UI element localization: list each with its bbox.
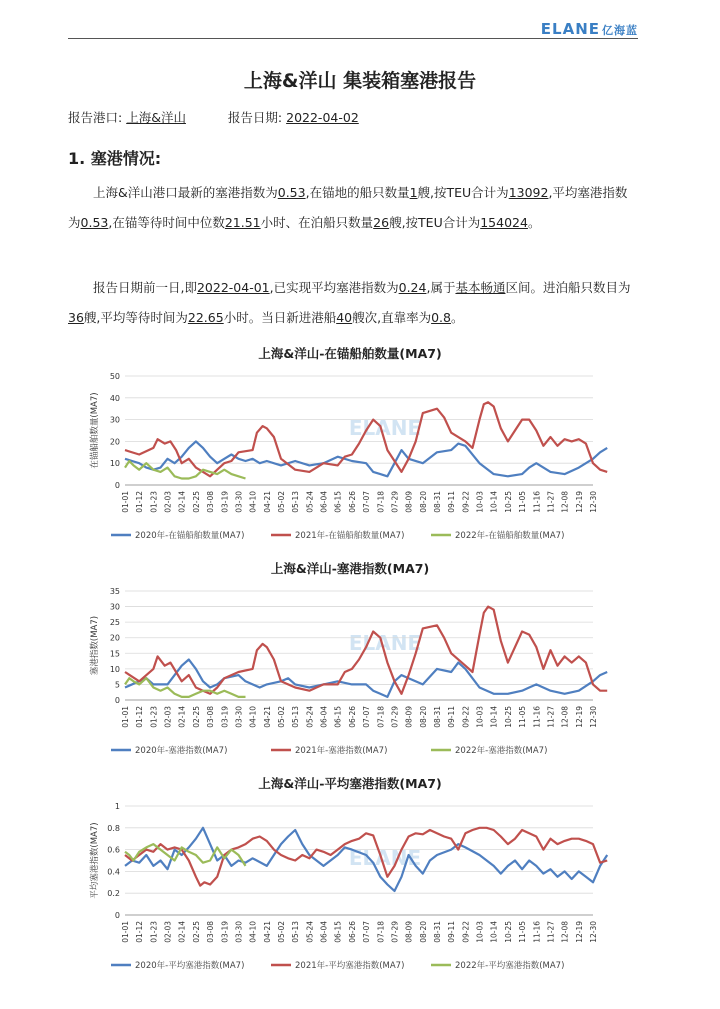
x-tick-label: 08-31 bbox=[433, 921, 442, 943]
x-tick-label: 09-11 bbox=[447, 706, 457, 728]
x-tick-label: 05-13 bbox=[291, 491, 301, 513]
x-tick-label: 11-27 bbox=[546, 921, 556, 943]
x-tick-label: 03-30 bbox=[234, 706, 244, 728]
x-tick-label: 11-27 bbox=[546, 706, 556, 728]
x-tick-label: 06-04 bbox=[319, 706, 329, 728]
x-tick-label: 07-29 bbox=[390, 706, 400, 728]
x-tick-label: 05-02 bbox=[277, 706, 286, 728]
chart-watermark: ELANE bbox=[348, 416, 422, 440]
x-tick-label: 03-30 bbox=[234, 921, 244, 943]
x-tick-label: 08-20 bbox=[418, 921, 428, 943]
y-tick-label: 25 bbox=[109, 618, 120, 628]
x-tick-label: 10-14 bbox=[489, 706, 499, 728]
x-tick-label: 06-26 bbox=[347, 706, 357, 728]
x-tick-label: 01-12 bbox=[135, 491, 145, 513]
x-tick-label: 01-23 bbox=[149, 921, 159, 943]
x-tick-label: 06-26 bbox=[347, 921, 357, 943]
x-tick-label: 09-11 bbox=[447, 491, 457, 513]
series-line bbox=[125, 678, 246, 697]
x-tick-label: 12-30 bbox=[589, 491, 598, 513]
x-tick-label: 02-25 bbox=[191, 491, 201, 513]
chart-title: 上海&洋山-平均塞港指数(MA7) bbox=[258, 776, 442, 791]
x-tick-label: 02-03 bbox=[163, 921, 173, 943]
x-tick-label: 02-14 bbox=[177, 491, 187, 513]
x-tick-label: 01-01 bbox=[121, 491, 130, 513]
x-tick-label: 05-13 bbox=[291, 706, 301, 728]
x-tick-label: 04-10 bbox=[248, 921, 258, 943]
x-tick-label: 10-03 bbox=[475, 706, 485, 728]
paragraph-latest: 上海&洋山港口最新的塞港指数为0.53,在锚地的船只数量1艘,按TEU合计为13092,平均塞港指数为0.53,在锚等待时间中位数21.51小时、在泊船只数量26艘,按TEU合计为154024。 bbox=[68, 185, 628, 230]
x-tick-label: 11-05 bbox=[518, 706, 528, 728]
elane-logo: ELANE 亿海蓝 bbox=[540, 20, 638, 38]
x-tick-label: 07-07 bbox=[362, 921, 372, 943]
legend-label: 2022年-塞港指数(MA7) bbox=[455, 746, 548, 756]
x-tick-label: 07-18 bbox=[376, 921, 386, 943]
y-tick-label: 10 bbox=[109, 459, 120, 469]
chart-anchored-ships bbox=[85, 340, 615, 545]
port-label: 报告港口: bbox=[68, 110, 123, 125]
x-tick-label: 11-27 bbox=[546, 491, 556, 513]
paragraph-previous-day: 报告日期前一日,即2022-04-01,已实现平均塞港指数为0.24,属于基本畅通区间。进泊船只数目为36艘,平均等待时间为22.65小时。当日新进港船40艘次,直靠率为0.8。 bbox=[68, 280, 631, 325]
x-tick-label: 12-30 bbox=[589, 921, 598, 943]
series-line bbox=[125, 441, 607, 476]
series-line bbox=[125, 660, 607, 697]
x-tick-label: 11-16 bbox=[532, 706, 542, 728]
x-tick-label: 08-20 bbox=[418, 706, 428, 728]
x-tick-label: 10-25 bbox=[503, 706, 513, 728]
x-tick-label: 02-25 bbox=[191, 921, 201, 943]
y-tick-label: 1 bbox=[114, 802, 120, 811]
y-tick-label: 0 bbox=[114, 911, 120, 920]
x-tick-label: 01-23 bbox=[149, 491, 159, 513]
header-rule bbox=[68, 38, 638, 39]
x-tick-label: 08-09 bbox=[404, 491, 414, 513]
y-axis-label: 平均塞港指数(MA7) bbox=[90, 822, 100, 899]
x-tick-label: 04-10 bbox=[248, 491, 258, 513]
report-title: 上海&洋山 集装箱塞港报告 bbox=[243, 70, 477, 92]
x-tick-label: 01-12 bbox=[135, 706, 145, 728]
x-tick-label: 12-08 bbox=[560, 921, 570, 943]
chart-title: 上海&洋山-塞港指数(MA7) bbox=[270, 561, 430, 576]
x-tick-label: 07-29 bbox=[390, 491, 400, 513]
y-tick-label: 30 bbox=[109, 415, 120, 425]
x-tick-label: 10-25 bbox=[503, 921, 513, 943]
x-tick-label: 04-10 bbox=[248, 706, 258, 728]
x-tick-label: 05-24 bbox=[305, 706, 315, 728]
x-tick-label: 04-21 bbox=[262, 706, 272, 728]
x-tick-label: 08-31 bbox=[433, 491, 442, 513]
y-tick-label: 0.4 bbox=[107, 867, 120, 877]
x-tick-label: 03-19 bbox=[220, 921, 230, 943]
x-tick-label: 07-07 bbox=[362, 706, 372, 728]
x-tick-label: 06-04 bbox=[319, 921, 329, 943]
section-heading: 1. 塞港情况: bbox=[68, 149, 162, 168]
date-value: 2022-04-02 bbox=[286, 110, 359, 125]
chart-title: 上海&洋山-在锚船舶数量(MA7) bbox=[258, 346, 442, 361]
y-tick-label: 35 bbox=[109, 587, 120, 596]
chart-avg-congestion-index bbox=[85, 770, 615, 975]
x-tick-label: 10-25 bbox=[503, 491, 513, 513]
x-tick-label: 12-19 bbox=[574, 491, 584, 513]
x-tick-label: 12-19 bbox=[574, 706, 584, 728]
x-tick-label: 04-21 bbox=[262, 921, 272, 943]
x-tick-label: 12-08 bbox=[560, 706, 570, 728]
x-tick-label: 12-30 bbox=[589, 706, 598, 728]
legend-label: 2021年-塞港指数(MA7) bbox=[295, 746, 388, 756]
y-axis-label: 塞港指数(MA7) bbox=[90, 615, 100, 676]
x-tick-label: 07-07 bbox=[362, 491, 372, 513]
x-tick-label: 11-05 bbox=[518, 921, 528, 943]
x-tick-label: 05-24 bbox=[305, 491, 315, 513]
x-tick-label: 11-05 bbox=[518, 491, 528, 513]
x-tick-label: 06-15 bbox=[333, 706, 343, 728]
x-tick-label: 05-24 bbox=[305, 921, 315, 943]
y-tick-label: 5 bbox=[114, 680, 120, 690]
y-tick-label: 30 bbox=[109, 602, 120, 612]
x-tick-label: 09-22 bbox=[461, 706, 471, 728]
x-tick-label: 07-29 bbox=[390, 921, 400, 943]
x-tick-label: 03-08 bbox=[206, 921, 216, 943]
series-line bbox=[125, 461, 246, 479]
x-tick-label: 01-23 bbox=[149, 706, 159, 728]
x-tick-label: 03-19 bbox=[220, 706, 230, 728]
x-tick-label: 06-04 bbox=[319, 491, 329, 513]
chart-watermark: ELANE bbox=[348, 846, 422, 870]
x-tick-label: 02-14 bbox=[177, 706, 187, 728]
x-tick-label: 08-31 bbox=[433, 706, 442, 728]
y-tick-label: 10 bbox=[109, 664, 120, 674]
x-tick-label: 03-19 bbox=[220, 491, 230, 513]
x-tick-label: 02-25 bbox=[191, 706, 201, 728]
chart-watermark: ELANE bbox=[348, 631, 422, 655]
legend-label: 2021年-在锚船舶数量(MA7) bbox=[295, 531, 405, 541]
y-tick-label: 50 bbox=[109, 372, 120, 381]
x-tick-label: 09-22 bbox=[461, 491, 471, 513]
x-tick-label: 05-02 bbox=[277, 921, 286, 943]
x-tick-label: 03-08 bbox=[206, 491, 216, 513]
x-tick-label: 11-16 bbox=[532, 921, 542, 943]
x-tick-label: 10-14 bbox=[489, 921, 499, 943]
legend-label: 2020年-在锚船舶数量(MA7) bbox=[135, 531, 245, 541]
x-tick-label: 06-15 bbox=[333, 491, 343, 513]
x-tick-label: 08-09 bbox=[404, 706, 414, 728]
x-tick-label: 06-15 bbox=[333, 921, 343, 943]
x-tick-label: 10-03 bbox=[475, 491, 485, 513]
y-tick-label: 40 bbox=[109, 393, 120, 403]
x-tick-label: 05-13 bbox=[291, 921, 301, 943]
legend-label: 2020年-塞港指数(MA7) bbox=[135, 746, 228, 756]
x-tick-label: 01-01 bbox=[121, 921, 130, 943]
date-label: 报告日期: bbox=[227, 110, 283, 125]
y-tick-label: 0.2 bbox=[107, 889, 120, 899]
x-tick-label: 06-26 bbox=[347, 491, 357, 513]
x-tick-label: 04-21 bbox=[262, 491, 272, 513]
legend-label: 2020年-平均塞港指数(MA7) bbox=[135, 961, 245, 971]
report-meta bbox=[68, 108, 359, 126]
legend-label: 2022年-平均塞港指数(MA7) bbox=[455, 961, 565, 971]
x-tick-label: 01-12 bbox=[135, 921, 145, 943]
x-tick-label: 03-08 bbox=[206, 706, 216, 728]
y-tick-label: 0 bbox=[114, 696, 120, 705]
x-tick-label: 02-03 bbox=[163, 491, 173, 513]
y-tick-label: 15 bbox=[109, 649, 120, 659]
y-tick-label: 20 bbox=[109, 437, 120, 447]
x-tick-label: 03-30 bbox=[234, 491, 244, 513]
x-tick-label: 12-08 bbox=[560, 491, 570, 513]
x-tick-label: 02-03 bbox=[163, 706, 173, 728]
x-tick-label: 11-16 bbox=[532, 491, 542, 513]
y-tick-label: 20 bbox=[109, 633, 120, 643]
x-tick-label: 07-18 bbox=[376, 706, 386, 728]
x-tick-label: 02-14 bbox=[177, 921, 187, 943]
y-tick-label: 0.6 bbox=[107, 845, 120, 855]
x-tick-label: 10-14 bbox=[489, 491, 499, 513]
y-tick-label: 0.8 bbox=[107, 823, 120, 833]
y-axis-label: 在锚船舶数量(MA7) bbox=[90, 392, 100, 469]
x-tick-label: 07-18 bbox=[376, 491, 386, 513]
x-tick-label: 12-19 bbox=[574, 921, 584, 943]
port-value: 上海&洋山 bbox=[126, 110, 186, 125]
x-tick-label: 08-20 bbox=[418, 491, 428, 513]
y-tick-label: 0 bbox=[114, 481, 120, 490]
legend-label: 2021年-平均塞港指数(MA7) bbox=[295, 961, 405, 971]
x-tick-label: 01-01 bbox=[121, 706, 130, 728]
x-tick-label: 09-22 bbox=[461, 921, 471, 943]
x-tick-label: 09-11 bbox=[447, 921, 457, 943]
x-tick-label: 08-09 bbox=[404, 921, 414, 943]
chart-congestion-index bbox=[85, 555, 615, 760]
x-tick-label: 10-03 bbox=[475, 921, 485, 943]
x-tick-label: 05-02 bbox=[277, 491, 286, 513]
legend-label: 2022年-在锚船舶数量(MA7) bbox=[455, 531, 565, 541]
